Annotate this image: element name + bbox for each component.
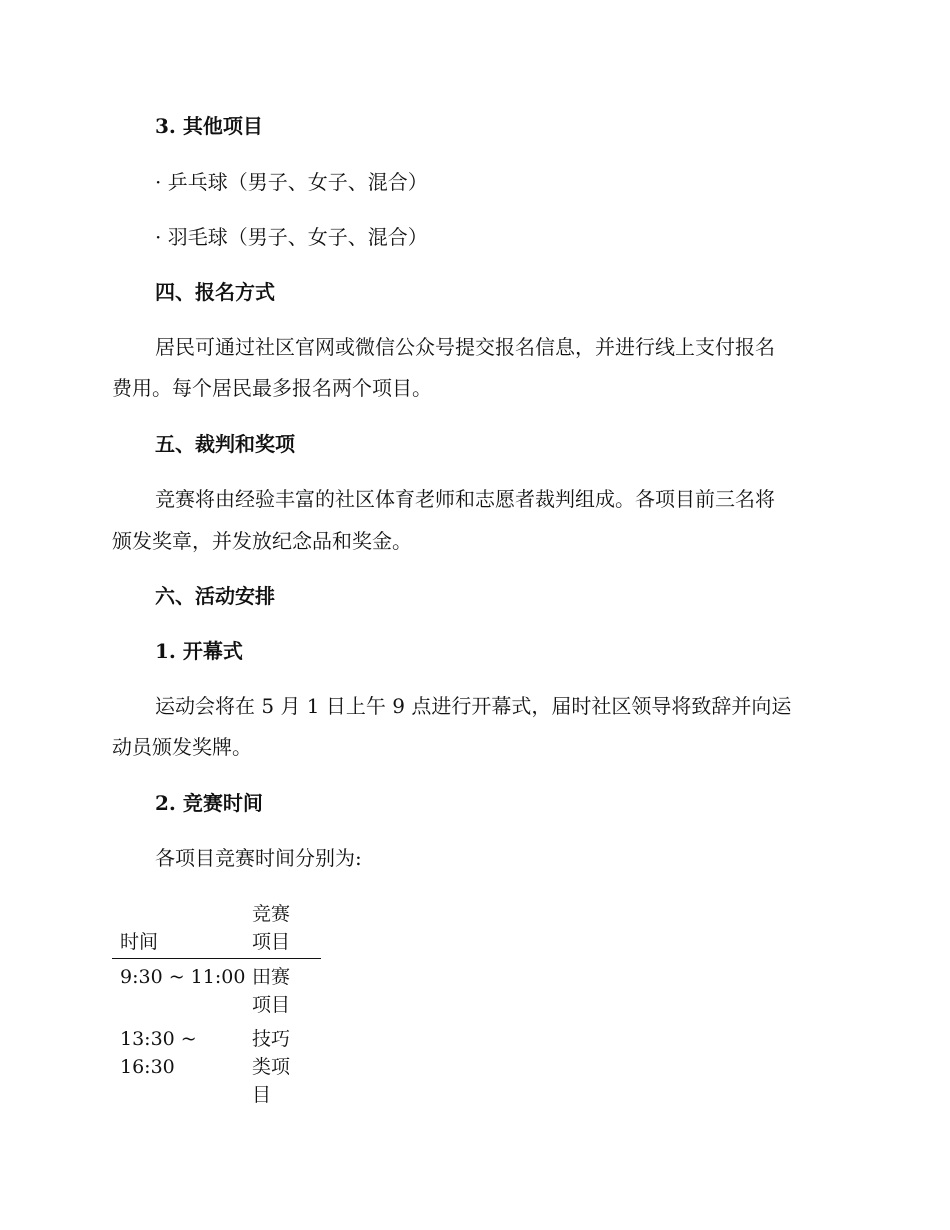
table-row-2-event-line-3: 目 bbox=[252, 1084, 272, 1106]
subsection-1-paragraph-line-2: 动员颁发奖牌。 bbox=[112, 735, 252, 759]
table-row-1-event-line-1: 田赛 bbox=[252, 966, 291, 988]
subsection-2-heading: 2. 竞赛时间 bbox=[155, 791, 263, 815]
table-row-2-time-line-1: 13:30 ~ bbox=[120, 1028, 197, 1050]
section-4-heading: 四、报名方式 bbox=[155, 280, 275, 304]
table-header-rule bbox=[112, 958, 321, 959]
table-row-1-event-line-2: 项目 bbox=[252, 994, 291, 1016]
table-row-2-time-line-2: 16:30 bbox=[120, 1056, 175, 1078]
bullet-item-badminton: · 羽毛球（男子、女子、混合） bbox=[155, 225, 428, 249]
table-header-event-line-1: 竞赛 bbox=[252, 903, 291, 925]
section-4-paragraph-line-2: 费用。每个居民最多报名两个项目。 bbox=[112, 376, 432, 400]
subsection-1-heading: 1. 开幕式 bbox=[155, 639, 243, 663]
table-header-event-line-2: 项目 bbox=[252, 931, 291, 953]
section-5-heading: 五、裁判和奖项 bbox=[155, 432, 295, 456]
section-6-heading: 六、活动安排 bbox=[155, 584, 275, 608]
table-row-2-event-line-2: 类项 bbox=[252, 1056, 291, 1078]
bullet-item-pingpong: · 乒乓球（男子、女子、混合） bbox=[155, 170, 428, 194]
table-row-1-time: 9:30 ~ 11:00 bbox=[120, 966, 246, 988]
section-5-paragraph-line-2: 颁发奖章，并发放纪念品和奖金。 bbox=[112, 529, 412, 553]
subsection-1-paragraph-line-1: 运动会将在 5 月 1 日上午 9 点进行开幕式，届时社区领导将致辞并向运 bbox=[155, 694, 792, 718]
section-3-heading: 3. 其他项目 bbox=[155, 114, 263, 138]
table-row-2-event-line-1: 技巧 bbox=[252, 1028, 291, 1050]
section-5-paragraph-line-1: 竞赛将由经验丰富的社区体育老师和志愿者裁判组成。各项目前三名将 bbox=[155, 487, 775, 511]
subsection-2-intro: 各项目竞赛时间分别为: bbox=[155, 846, 362, 870]
section-4-paragraph-line-1: 居民可通过社区官网或微信公众号提交报名信息，并进行线上支付报名 bbox=[155, 335, 775, 359]
table-header-time: 时间 bbox=[120, 931, 159, 953]
